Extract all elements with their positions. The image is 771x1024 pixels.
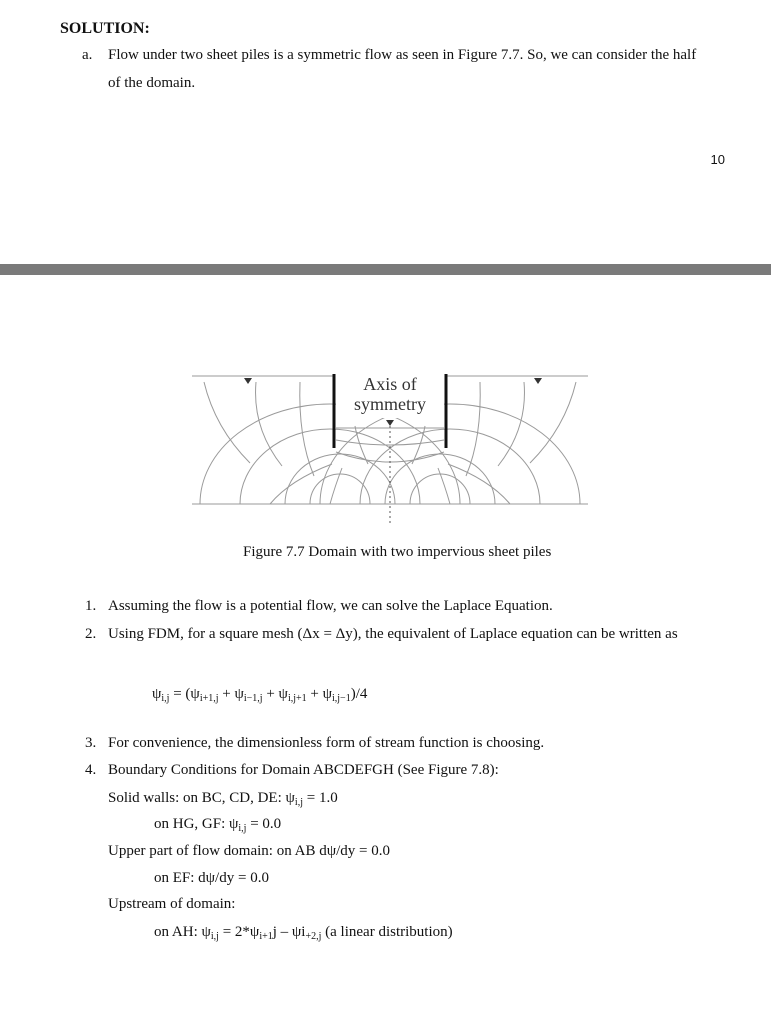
bc-hg-gf: on HG, GF: $\psi_{i,j} = 0.0$ — [154, 816, 282, 834]
solution-heading: SOLUTION: — [60, 20, 150, 37]
equipotential-line — [330, 468, 342, 504]
flow-line — [320, 404, 580, 504]
equipotential-line — [204, 382, 250, 463]
step-text: Using FDM, for a square mesh (Δx = Δy), the equivalent of Laplace equation can be written as — [108, 626, 678, 642]
step-text: Boundary Conditions for Domain ABCDEFGH (See Figure 7.8): — [108, 762, 499, 778]
step-number: 3. — [85, 735, 97, 751]
part-a-line-2: of the domain. — [108, 75, 196, 91]
bc-solid-walls: Solid walls: on BC, CD, DE: $\psi_{i,j} = 1.0$ — [108, 790, 338, 808]
equipotential-line — [466, 382, 480, 476]
equipotential-line — [438, 468, 450, 504]
part-a-label: a. — [82, 47, 93, 63]
axis-label-line-2: symmetry — [354, 394, 426, 414]
step-number: 4. — [85, 762, 97, 778]
flow-line — [200, 404, 460, 504]
figure-caption: Figure 7.7 Domain with two impervious sheet piles — [243, 544, 552, 560]
flow-line — [310, 474, 370, 504]
page-separator — [0, 264, 771, 275]
equipotential-line — [256, 382, 282, 466]
step-number: 2. — [85, 626, 97, 642]
laplace-fdm-equation: $\psi_{i,j} = (\psi_{i+1,j} + \psi_{i-1,j} + \psi_{i,j+1} + \psi_{i,j-1})/4$ — [152, 686, 368, 704]
step-text: Assuming the flow is a potential flow, we can solve the Laplace Equation. — [108, 598, 553, 614]
flow-line — [410, 474, 470, 504]
figure-sheet-piles — [190, 368, 590, 528]
bc-ef: on EF: dψ/dy = 0.0 — [154, 870, 269, 886]
water-level-marker-icon — [534, 378, 542, 384]
bc-ah: on AH: $\psi_{i,j} = 2*\psi_{i+1}j - \psi i_{+2,j}$ (a linear distribution) — [154, 924, 453, 942]
bc-upper: Upper part of flow domain: on AB dψ/dy = 0.0 — [108, 843, 390, 859]
equipotential-line — [530, 382, 576, 463]
equipotential-line — [498, 382, 524, 466]
part-a-line-1: Flow under two sheet piles is a symmetric flow as seen in Figure 7.7. So, we can consider the half — [108, 47, 697, 63]
page-number: 10 — [710, 152, 725, 167]
bc-upstream: Upstream of domain: — [108, 896, 236, 912]
axis-label-line-1: Axis of — [363, 374, 417, 394]
step-number: 1. — [85, 598, 97, 614]
step-text: For convenience, the dimensionless form of stream function is choosing. — [108, 735, 545, 751]
water-level-marker-icon — [244, 378, 252, 384]
equipotential-line — [300, 382, 314, 476]
water-level-marker-icon — [386, 420, 394, 426]
